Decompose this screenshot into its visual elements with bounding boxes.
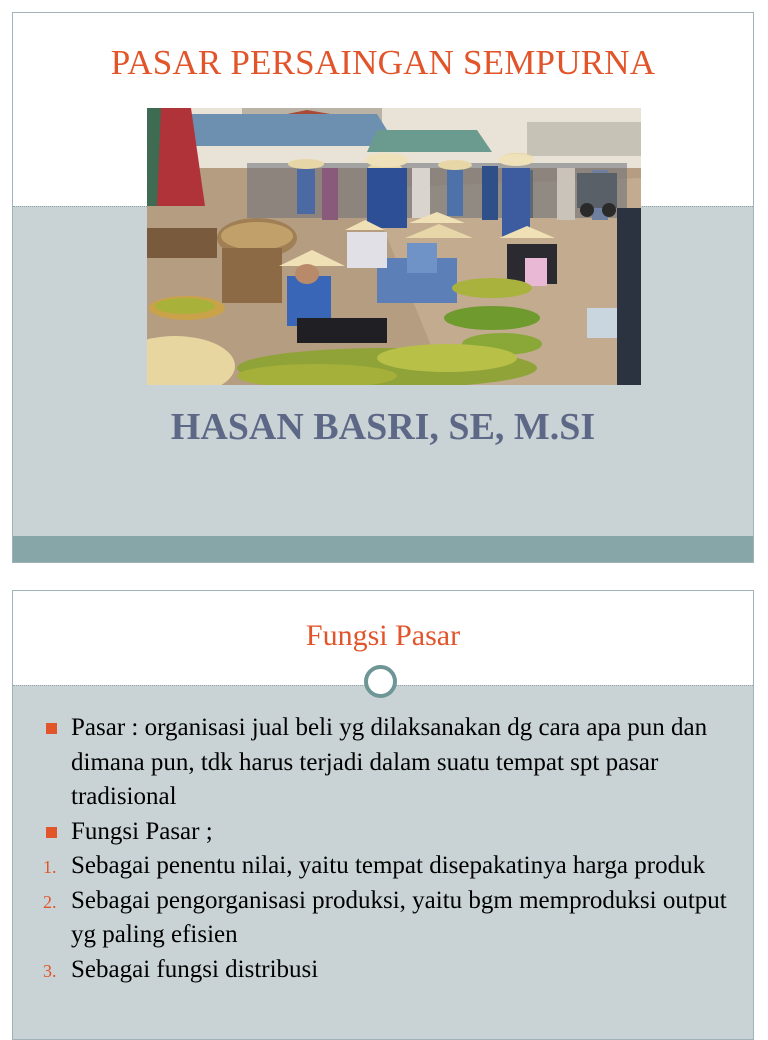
square-bullet-icon bbox=[46, 723, 57, 734]
slide-title-text: PASAR PERSAINGAN SEMPURNA bbox=[110, 43, 656, 82]
list-item bbox=[43, 953, 743, 988]
square-bullet-icon bbox=[46, 827, 57, 838]
list-item-text: Sebagai penentu nilai, yaitu tempat disepakatinya harga produk bbox=[71, 852, 706, 879]
slide-fungsi-pasar bbox=[12, 590, 754, 1040]
list-item bbox=[43, 884, 743, 953]
list-item bbox=[43, 849, 743, 884]
slide-title-text: Fungsi Pasar bbox=[305, 619, 461, 652]
author-name: HASAN BASRI, SE, M.SI bbox=[170, 406, 596, 448]
list-number: 3. bbox=[43, 960, 57, 981]
circle-ornament-icon bbox=[364, 665, 397, 698]
list-item-text: Pasar : organisasi jual beli yg dilaksanakan dg cara apa pun dan dimana pun, tdk harus terjadi dalam suatu tempat spt pasar tradisional bbox=[71, 714, 708, 810]
list-item-text: Sebagai fungsi distribusi bbox=[71, 955, 319, 983]
list-item bbox=[43, 815, 743, 850]
list-item-text: Fungsi Pasar ; bbox=[71, 817, 213, 845]
list-item bbox=[43, 711, 743, 815]
list-number: 2. bbox=[43, 891, 57, 912]
list-number: 1. bbox=[43, 857, 57, 877]
slide-body bbox=[43, 711, 743, 987]
list-item-text: Sebagai pengorganisasi produksi, yaitu bgm memproduksi output yg paling efisien bbox=[71, 886, 727, 948]
slide-title bbox=[12, 12, 754, 563]
footer-band bbox=[13, 536, 753, 562]
market-photo bbox=[147, 108, 641, 385]
